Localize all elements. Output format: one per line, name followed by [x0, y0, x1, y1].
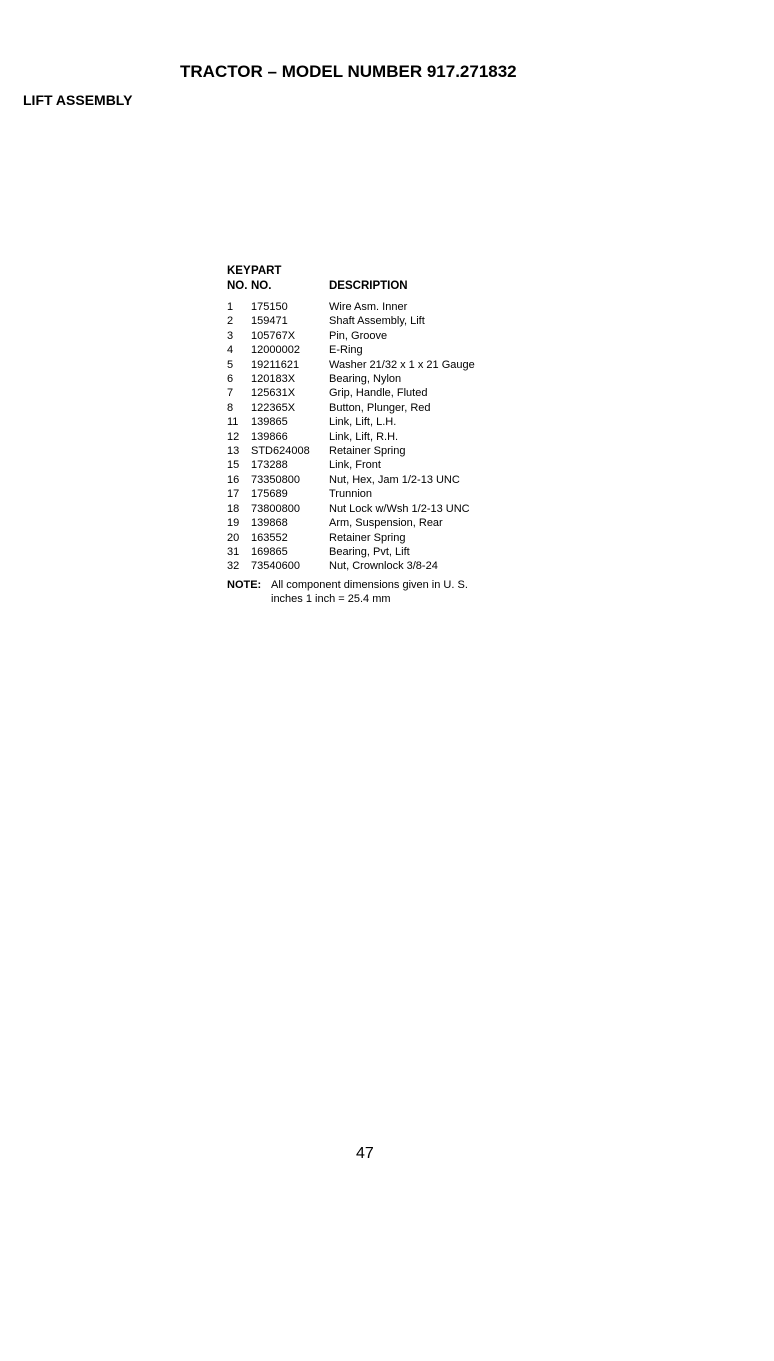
- part-description: Button, Plunger, Red: [329, 401, 431, 414]
- table-row: [227, 458, 547, 472]
- key-number: 31: [227, 545, 240, 558]
- header-key-no: NO.: [227, 280, 248, 292]
- part-number: 163552: [251, 531, 288, 544]
- table-row: [227, 329, 547, 343]
- key-number: 6: [227, 373, 234, 386]
- part-number: 73350800: [251, 473, 300, 486]
- part-number: 73800800: [251, 502, 300, 515]
- part-number: 175150: [251, 301, 288, 313]
- table-row: [227, 430, 547, 444]
- key-number: 20: [227, 531, 240, 544]
- note: [227, 578, 547, 606]
- part-description: Link, Lift, R.H.: [329, 430, 399, 443]
- table-row: [227, 473, 547, 487]
- parts-table: [227, 264, 547, 606]
- part-description: Washer 21/32 x 1 x 21 Gauge: [329, 358, 475, 371]
- header-description: DESCRIPTION: [329, 280, 408, 292]
- part-description: Link, Front: [329, 459, 381, 472]
- key-number: 3: [227, 329, 234, 342]
- part-description: Grip, Handle, Fluted: [329, 387, 428, 400]
- table-row: [227, 300, 547, 314]
- header-part-no: NO.: [251, 280, 272, 292]
- key-number: 7: [227, 387, 234, 400]
- part-number: 175689: [251, 488, 288, 501]
- part-description: E-Ring: [329, 344, 363, 357]
- part-description: Nut, Hex, Jam 1/2-13 UNC: [329, 473, 460, 486]
- header-key: KEY: [227, 265, 251, 277]
- key-number: 18: [227, 502, 240, 515]
- table-row: [227, 314, 547, 328]
- key-number: 5: [227, 358, 234, 371]
- key-number: 17: [227, 488, 240, 501]
- part-number: 122365X: [251, 401, 296, 414]
- key-number: 16: [227, 473, 240, 486]
- table-row: [227, 559, 547, 573]
- part-description: Link, Lift, L.H.: [329, 416, 397, 429]
- header-part: PART: [251, 265, 282, 277]
- part-number: 139868: [251, 517, 288, 530]
- key-number: 13: [227, 445, 240, 458]
- key-number: 1: [227, 301, 234, 313]
- table-row: [227, 545, 547, 559]
- table-header-row-1: [227, 264, 547, 279]
- table-row: [227, 415, 547, 429]
- page-number: 47: [356, 1145, 374, 1162]
- page-title: TRACTOR – MODEL NUMBER 917.271832: [180, 62, 517, 81]
- table-header-row-2: [227, 279, 547, 294]
- note-label: NOTE:: [227, 578, 262, 591]
- part-description: Arm, Suspension, Rear: [329, 517, 443, 530]
- table-row: [227, 444, 547, 458]
- part-number: 120183X: [251, 373, 296, 386]
- table-row: [227, 358, 547, 372]
- part-description: Nut Lock w/Wsh 1/2-13 UNC: [329, 502, 470, 515]
- table-row: [227, 401, 547, 415]
- part-description: Shaft Assembly, Lift: [329, 315, 425, 328]
- part-number: 159471: [251, 315, 288, 328]
- table-row: [227, 516, 547, 530]
- note-text: All component dimensions given in U. S. inches 1 inch = 25.4 mm: [271, 578, 468, 605]
- part-number: 125631X: [251, 387, 296, 400]
- parts-list: [227, 300, 547, 574]
- key-number: 11: [227, 416, 239, 429]
- table-row: [227, 372, 547, 386]
- key-number: 8: [227, 401, 234, 414]
- part-description: Retainer Spring: [329, 445, 406, 458]
- part-number: 169865: [251, 545, 288, 558]
- key-number: 2: [227, 315, 234, 328]
- part-number: 19211621: [251, 358, 300, 371]
- part-description: Trunnion: [329, 488, 373, 501]
- part-number: 105767X: [251, 329, 296, 342]
- table-row: [227, 343, 547, 357]
- part-description: Wire Asm. Inner: [329, 301, 408, 313]
- key-number: 15: [227, 459, 240, 472]
- part-description: Retainer Spring: [329, 531, 406, 544]
- part-description: Bearing, Nylon: [329, 373, 402, 386]
- part-number: 12000002: [251, 344, 300, 357]
- key-number: 19: [227, 517, 240, 530]
- table-row: [227, 502, 547, 516]
- key-number: 32: [227, 560, 240, 573]
- part-description: Pin, Groove: [329, 329, 388, 342]
- table-row: [227, 487, 547, 501]
- part-number: 173288: [251, 459, 288, 472]
- part-number: 73540600: [251, 560, 300, 573]
- part-number: STD624008: [251, 445, 310, 458]
- section-title: LIFT ASSEMBLY: [23, 92, 133, 108]
- key-number: 4: [227, 344, 234, 357]
- part-number: 139865: [251, 416, 288, 429]
- table-row: [227, 531, 547, 545]
- table-row: [227, 386, 547, 400]
- part-description: Bearing, Pvt, Lift: [329, 545, 410, 558]
- key-number: 12: [227, 430, 240, 443]
- part-number: 139866: [251, 430, 288, 443]
- part-description: Nut, Crownlock 3/8-24: [329, 560, 438, 573]
